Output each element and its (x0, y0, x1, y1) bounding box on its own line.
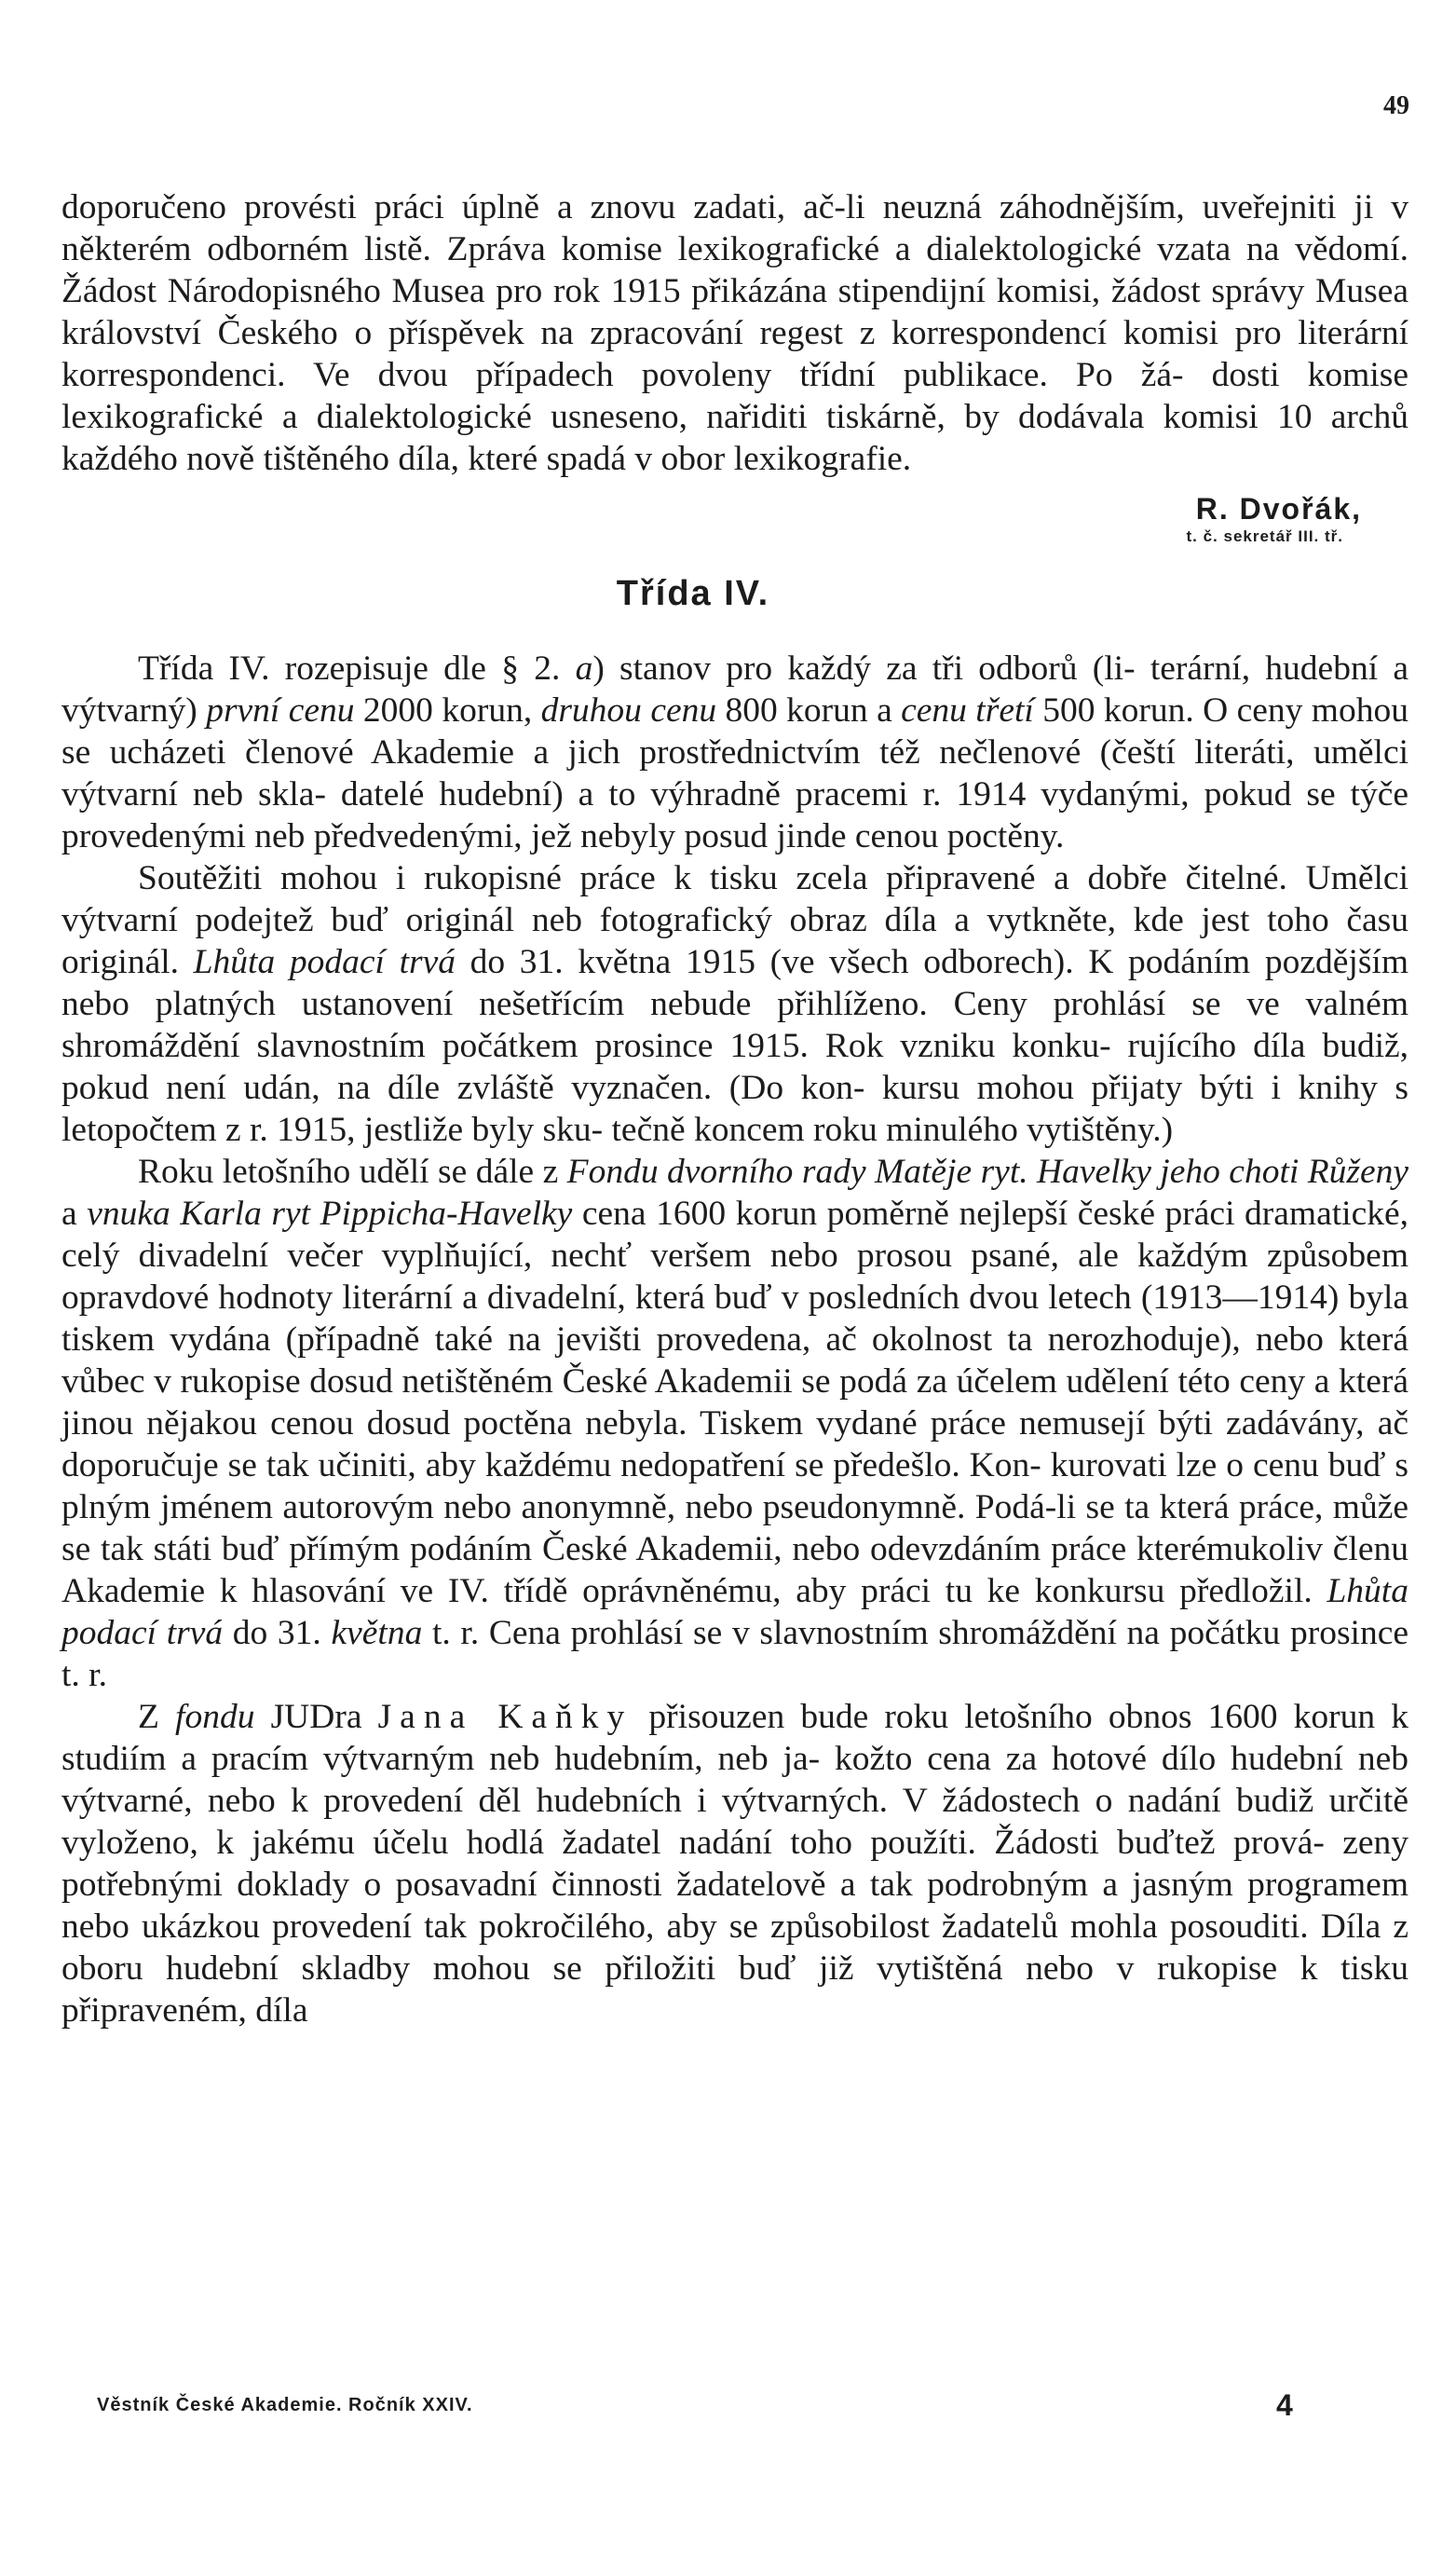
text-segment: Z (138, 1698, 176, 1736)
italic-text: Fondu dvorního rady Matěje (566, 1153, 973, 1191)
text-line: května 1915 (ve všech odborech). K podáním pozdějším nebo platných (61, 943, 1409, 1023)
text-line: a dialektologické vzata na vědomí. Žádost Národopisného Musea pro rok (61, 230, 1409, 310)
text-line: doporučeno provésti práci úplně a znovu zadati, ač-li neuzná záhodnějším, (61, 188, 1185, 226)
signature-role: t. č. sekretář III. tř. (1186, 527, 1343, 545)
text-line: Soutěžiti mohou i rukopisné práce k tisku zcela připravené a dobře (138, 859, 1167, 897)
italic-text: fondu (175, 1698, 255, 1736)
text-line: podáním České Akademii, nebo odevzdáním práce kterémukoliv členu (409, 1530, 1408, 1568)
italic-text: cenu třetí (901, 691, 1034, 730)
text-segment: Roku letošního udělí se dále z (138, 1153, 567, 1191)
text-line: opravdové hodnoty literární a divadelní, která buď v posledních dvou (61, 1278, 1040, 1317)
text-line: kurovati lze o cenu buď s plným jménem autorovým nebo anonymně, (61, 1446, 1408, 1526)
italic-text: Lhůta podací trvá (61, 1572, 1408, 1652)
journal-footer: Věstník České Akademie. Ročník XXIV. (97, 2395, 473, 2415)
text-line: rujícího díla budiž, pokud není udán, na díle zvláště vyznačen. (Do kon- (61, 1027, 1409, 1107)
text-line: ač okolnost ta nerozhoduje), nebo která vůbec v rukopise dosud netištěném (61, 1320, 1409, 1401)
text-segment: předložil. (1179, 1572, 1327, 1610)
text-segment: terární, hudební a výtvarný) (61, 650, 1409, 730)
kanka-fund-paragraph (61, 1696, 1408, 2031)
competition-rules-paragraph (61, 857, 1408, 1151)
text-line: cenou dosud poctěna nebyla. Tiskem vydané práce nemusejí býti zadávány, (270, 1404, 1365, 1443)
text-segment: do 31. (455, 943, 564, 981)
spaced-name: Jana Kaňky (377, 1698, 633, 1736)
havelka-fund-paragraph (61, 1151, 1408, 1696)
text-line: večer vyplňující, nechť veršem nebo prosou psané, ale každým způsobem (287, 1237, 1408, 1275)
text-segment: ) stanov pro každý za tři odborů (li- (592, 650, 1136, 688)
text-line: datelé hudební) a to výhradně pracemi r. 1914 vydanými, pokud se týče (340, 775, 1409, 814)
text-line: hudebních i výtvarných. V žádostech o nadání budiž určitě vyloženo, (61, 1782, 1409, 1862)
italic-text: a (575, 650, 593, 688)
text-line: prostřednictvím též nečlenové (čeští literáti, umělci výtvarní neb skla- (61, 733, 1409, 814)
text-line: by dodávala komisi 10 archů každého nově tištěného díla, které spadá (61, 398, 1408, 478)
page-content (61, 186, 1408, 2031)
text-segment: díla a vytkněte, kde jest toho času originál. (61, 901, 1409, 981)
text-line: k jakému účelu hodlá žadatel nadání toho použíti. Žádosti buďtež prová- (216, 1824, 1325, 1862)
text-segment: a (877, 691, 902, 730)
signature-block (61, 491, 1408, 547)
text-segment: 800 korun (716, 691, 868, 730)
text-segment: 500 korun. O ceny mohou se ucházeti členové Akademie a jich (61, 691, 1408, 772)
text-line: ustanovení nešetřícím nebude přihlíženo. Ceny prohlásí se ve valném (301, 985, 1408, 1023)
text-line: shromáždění slavnostním počátkem prosince 1915. Rok vzniku konku- (61, 1027, 1111, 1065)
text-line: shromáždění na počátku prosince t. r. (61, 1614, 1408, 1694)
text-segment: přisouzen bude roku letošního (633, 1698, 1093, 1736)
text-line: České Akademii se podá za účelem udělení této ceny a která jinou nějakou (61, 1362, 1408, 1443)
text-line: čitelné. Umělci výtvarní podejtež buď originál neb fotografický obraz (61, 859, 1408, 939)
italic-text: Lhůta podací trvá (193, 943, 456, 981)
text-segment: do 31. (223, 1614, 332, 1652)
commission-report-paragraph (61, 186, 1408, 480)
italic-text: první cenu (206, 691, 355, 730)
text-line: o příspěvek na zpracování regest z korrespondencí komisi pro literární (354, 314, 1408, 352)
text-line: Akademie k hlasování ve IV. třídě oprávněnému, aby práci tu ke konkursu (61, 1572, 1165, 1610)
text-line: 1915 přikázána stipendijní komisi, žádost správy Musea království Českého (61, 272, 1408, 352)
text-line: zeny potřebnými doklady o posavadní činnosti žadatelově a tak podrobným (61, 1824, 1409, 1904)
text-segment: t. r. Cena prohlásí se v slavnostním (422, 1614, 929, 1652)
text-line: korrespondenci. Ve dvou případech povoleny třídní publikace. Po žá- (61, 356, 1184, 394)
text-line: letech (1913—1914) byla tiskem vydána (případně také na jevišti provedena, (61, 1278, 1409, 1359)
signature-name: R. Dvořák, (1195, 492, 1362, 526)
italic-text: druhou cenu (540, 691, 717, 730)
text-line: dosti komise lexikografické a dialektologické usneseno, nařiditi tiskárně, (61, 356, 1408, 436)
text-line: a jasným programem nebo ukázkou provedení tak pokročilého, aby se (61, 1866, 1409, 1946)
text-segment: 2000 korun, (354, 691, 541, 730)
text-segment: JUDra (254, 1698, 378, 1736)
text-line: nebo pseudonymně. Podá-li se ta která práce, může se tak státi buď přímým (61, 1488, 1409, 1568)
text-segment: Třída IV. rozepisuje dle § 2. (138, 650, 576, 688)
text-line: kožto cena za hotové dílo hudební neb výtvarné, nebo k provedení děl (61, 1740, 1408, 1820)
italic-text: ryt. Havelky jeho choti Růženy (980, 1153, 1408, 1191)
text-line: kursu mohou přijaty býti i knihy s letopočtem z r. 1915, jestliže byly sku- (61, 1069, 1408, 1149)
text-line: se přiložiti buď již vytištěná nebo v rukopise k tisku připraveném, díla (61, 1949, 1409, 2030)
text-line: tečně koncem roku minulého vytištěny.) (611, 1111, 1174, 1149)
italic-text: vnuka Karla ryt Pippicha-Havelky (87, 1195, 573, 1233)
text-line: cena 1600 korun poměrně nejlepší české práci dramatické, celý divadelní (61, 1195, 1408, 1275)
prize-announcement-paragraph (61, 648, 1408, 857)
italic-text: května (331, 1614, 423, 1652)
section-heading: Třída IV. (616, 574, 770, 613)
text-line: způsobilost žadatelů mohla posouditi. Díla z oboru hudební skladby mohou (61, 1907, 1409, 1988)
text-line: v obor lexikografie. (634, 440, 912, 478)
text-line: ač doporučuje se tak učiniti, aby každému nedopatření se předešlo. Kon- (61, 1404, 1408, 1484)
text-line: provedenými neb předvedenými, jež nebyly posud jinde cenou poctěny. (61, 817, 1065, 855)
text-line: obnos 1600 korun k studiím a pracím výtvarným neb hudebním, neb ja- (61, 1698, 1409, 1778)
page-number: 49 (1383, 91, 1409, 120)
text-line: uveřejniti ji v některém odborném listě. Zpráva komise lexikografické (61, 188, 1408, 268)
text-segment: a (61, 1195, 88, 1233)
signature-mark: 4 (1276, 2388, 1293, 2422)
